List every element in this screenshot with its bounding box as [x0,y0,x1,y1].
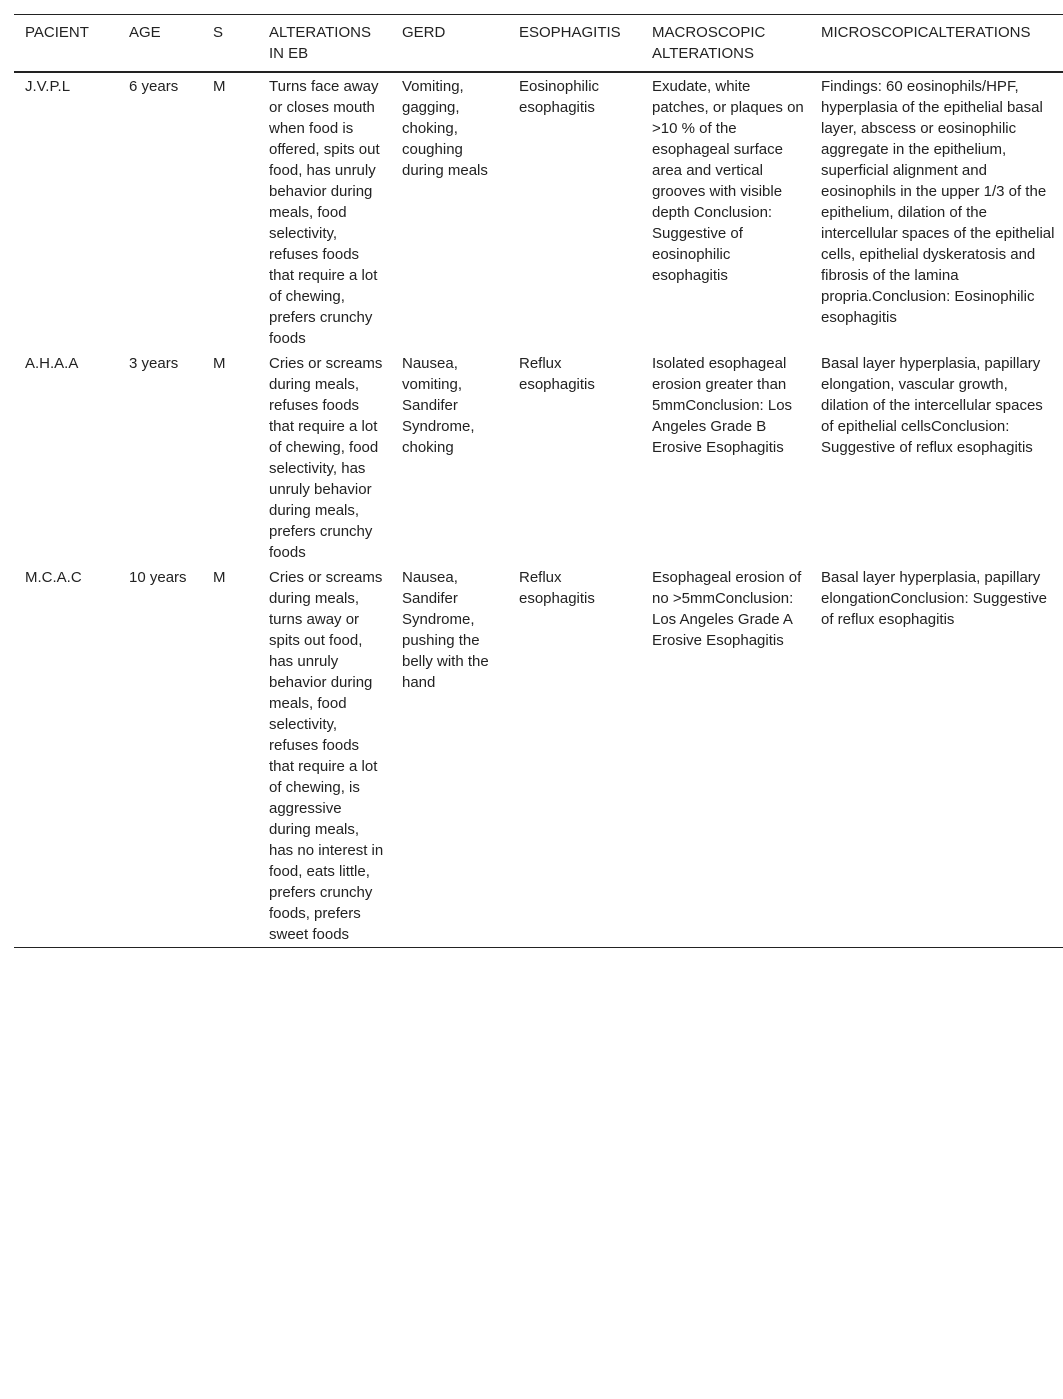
cell-alterations-eb: Turns face away or closes mouth when food is offered, spits out food, has unruly behavior during meals, food selectivity, refuses foods that require a lot of chewing, prefers crunchy foods [269,78,380,347]
cell-alterations-eb: Cries or screams during meals, turns away or spits out food, has unruly behavior during meals, food selectivity, refuses foods that require a lot of chewing, is aggressive during meals, has no interest in food, eats little, prefers crunchy foods, prefers sweet foods [269,569,384,943]
cell-pacient: J.V.P.L [25,78,71,95]
header-microscopic: MICROSCOPICALTERATIONS [821,24,1031,41]
cell-alterations-eb: Cries or screams during meals, refuses foods that require a lot of chewing, food selectivity, has unruly behavior during meals, prefers crunchy foods [269,355,383,561]
header-alterations-eb: ALTERATIONS IN EB [269,24,371,62]
cell-age: 3 years [129,355,179,372]
cell-gerd: Nausea, Sandifer Syndrome, pushing the belly with the hand [402,569,489,691]
cell-esophagitis: Eosinophilic esophagitis [519,78,600,116]
cell-sex: M [213,355,226,372]
cell-macroscopic: Exudate, white patches, or plaques on >10 % of the esophageal surface area and vertical grooves with visible depth Conclusion: Suggestive of eosinophilic esophagitis [652,78,804,284]
table-row [14,351,1063,565]
cell-macroscopic: Esophageal erosion of no >5mmConclusion: Los Angeles Grade A Erosive Esophagitis [652,569,802,649]
table-row [14,565,1063,948]
header-pacient: PACIENT [25,24,89,41]
cell-microscopic: Basal layer hyperplasia, papillary elongationConclusion: Suggestive of reflux esophagitis [821,569,1047,628]
cell-esophagitis: Reflux esophagitis [519,355,595,393]
cell-pacient: M.C.A.C [25,569,82,586]
cell-gerd: Nausea, vomiting, Sandifer Syndrome, choking [402,355,475,456]
cell-age: 6 years [129,78,179,95]
cell-microscopic: Basal layer hyperplasia, papillary elongation, vascular growth, dilation of the intercellular spaces of epithelial cellsConclusion: Suggestive of reflux esophagitis [821,355,1043,456]
table-body [14,72,1063,948]
header-macroscopic: MACROSCOPIC ALTERATIONS [652,24,766,62]
table-row [14,72,1063,351]
header-row [14,15,1063,73]
cell-pacient: A.H.A.A [25,355,79,372]
cell-gerd: Vomiting, gagging, choking, coughing during meals [402,78,488,179]
patients-table [14,14,1063,948]
cell-sex: M [213,78,226,95]
header-age: AGE [129,24,161,41]
cell-sex: M [213,569,226,586]
header-gerd: GERD [402,24,446,41]
header-sex: S [213,24,224,41]
cell-macroscopic: Isolated esophageal erosion greater than 5mmConclusion: Los Angeles Grade B Erosive Esophagitis [652,355,793,456]
header-esophagitis: ESOPHAGITIS [519,24,621,41]
cell-age: 10 years [129,569,187,586]
cell-esophagitis: Reflux esophagitis [519,569,595,607]
table-container [14,14,1063,948]
cell-microscopic: Findings: 60 eosinophils/HPF, hyperplasia of the epithelial basal layer, abscess or eosinophilic aggregate in the epithelium, superficial alignment and eosinophils in the upper 1/3 of the epithelium, dilation of the intercellular spaces of the epithelial cells, epithelial dyskeratosis and fibrosis of the lamina propria.Conclusion: Eosinophilic esophagitis [821,78,1055,326]
table-header [14,15,1063,73]
